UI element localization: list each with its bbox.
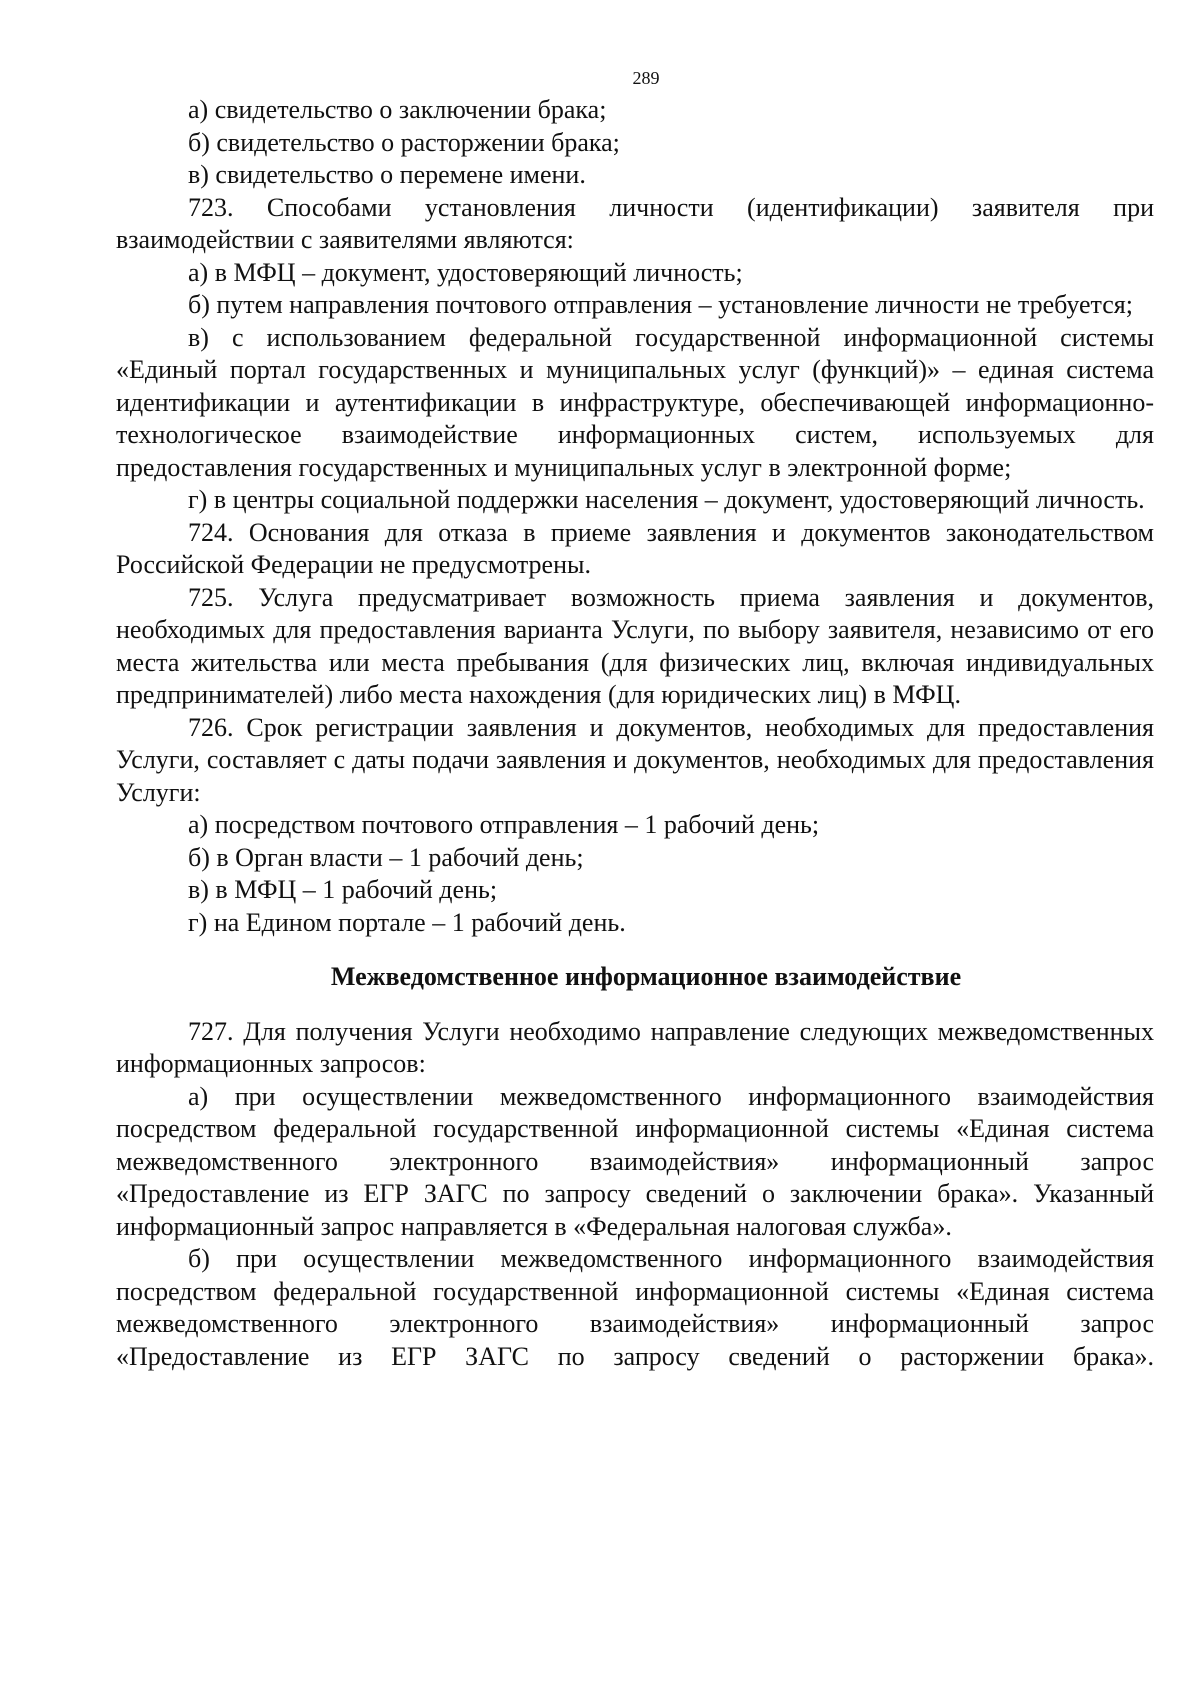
paragraph-727-b: б) при осуществлении межведомственного информационного взаимодействия посредством федеральной государственной информационной системы «Единая система межведомственного электронного взаимодействия» информационный запрос «Предоставление из ЕГР ЗАГС по запросу сведений о расторжении брака». [116,1244,1154,1371]
paragraph-726: 726. Срок регистрации заявления и документов, необходимых для предоставления Услуги, составляет с даты подачи заявления и документов, необходимых для предоставления Услуги: [116,712,1154,807]
page-number: 289 [632,68,660,88]
paragraph-723-c: в) с использованием федеральной государственной информационной системы «Единый портал государственных и муниципальных услуг (функций)» – единая система идентификации и аутентификации в инфраструктуре, обеспечивающей информационно-технологическое взаимодействие информационных систем, используемых для предоставления государственных и муниципальных услуг в электронной форме; [116,322,1154,482]
paragraph-724: 724. Основания для отказа в приеме заявления и документов законодательством Российской Федерации не предусмотрены. [116,517,1154,579]
paragraph-item-b-divorce-certificate: б) свидетельство о расторжении брака; [188,127,620,157]
paragraph-723-b: б) путем направления почтового отправления – установление личности не требуется; [188,290,1133,319]
paragraph-726-b: б) в Орган власти – 1 рабочий день; [188,842,584,872]
paragraph-727-a: а) при осуществлении межведомственного информационного взаимодействия посредством федеральной государственной информационной системы «Единая система межведомственного электронного взаимодействия» информационный запрос «Предоставление из ЕГР ЗАГС по запросу сведений о заключении брака». Указанный информационный запрос направляется в «Федеральная налоговая служба». [116,1081,1154,1241]
section-heading: Межведомственное информационное взаимодействие [330,962,962,991]
paragraph-723: 723. Способами установления личности (идентификации) заявителя при взаимодействии с заявителями являются: [116,192,1154,254]
paragraph-727: 727. Для получения Услуги необходимо направление следующих межведомственных информационных запросов: [116,1016,1154,1078]
paragraph-725: 725. Услуга предусматривает возможность приема заявления и документов, необходимых для предоставления варианта Услуги, по выбору заявителя, независимо от его места жительства или места пребывания (для физических лиц, включая индивидуальных предпринимателей) либо места нахождения (для юридических лиц) в МФЦ. [116,582,1154,709]
paragraph-726-c: в) в МФЦ – 1 рабочий день; [188,875,498,904]
document-page [116,66,1154,1373]
paragraph-723-a: а) в МФЦ – документ, удостоверяющий личность; [188,257,743,287]
paragraph-item-c-name-change-certificate: в) свидетельство о перемене имени. [188,160,586,189]
paragraph-726-d: г) на Едином портале – 1 рабочий день. [188,907,626,937]
paragraph-723-d: г) в центры социальной поддержки населения – документ, удостоверяющий личность. [188,485,1145,514]
paragraph-item-a-marriage-certificate: а) свидетельство о заключении брака; [188,95,607,124]
paragraph-726-a: а) посредством почтового отправления – 1 рабочий день; [188,810,820,839]
